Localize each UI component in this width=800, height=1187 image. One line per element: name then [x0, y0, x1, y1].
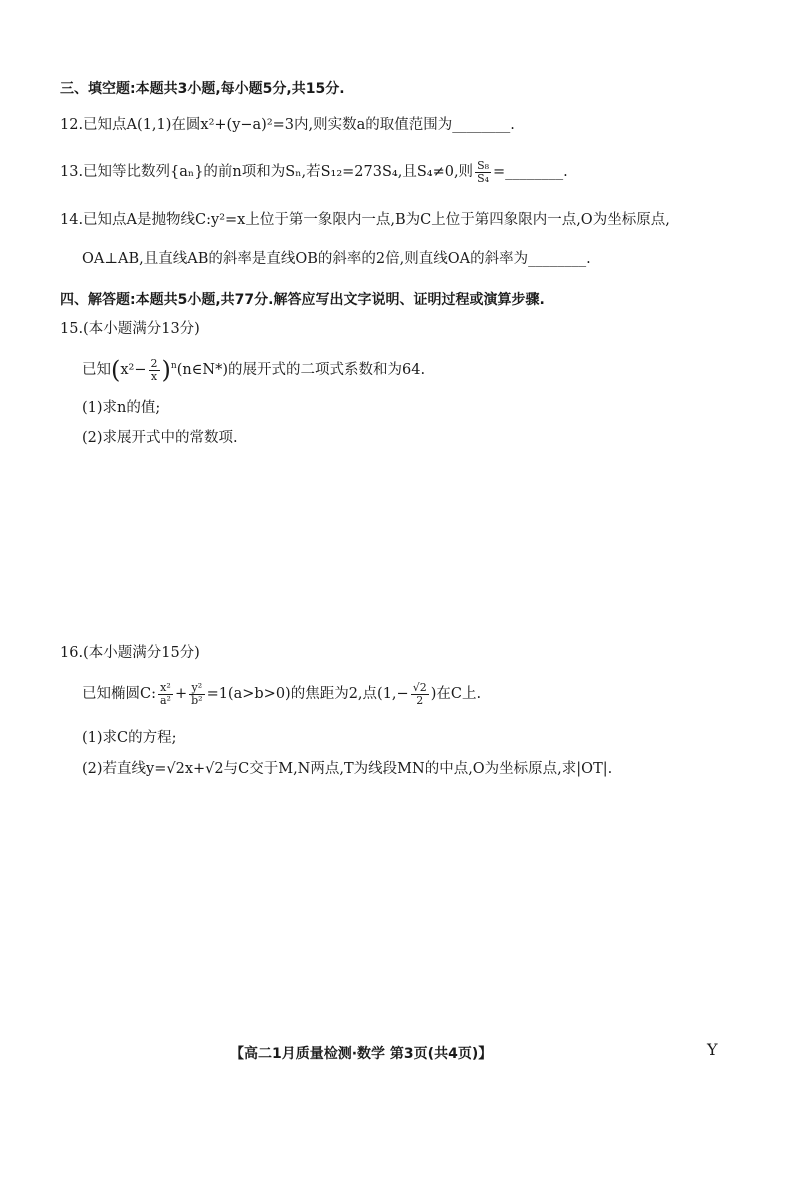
question-15-power: n [170, 361, 177, 372]
question-16-frac1-den: a² [159, 693, 171, 707]
question-16-fraction-x [158, 682, 173, 706]
question-16-part1: (1)求C的方程; [82, 730, 177, 746]
question-15-part2: (2)求展开式中的常数项. [82, 430, 238, 446]
question-14-line2: OA⊥AB,且直线AB的斜率是直线OB的斜率的2倍,则直线OA的斜率为________. [82, 251, 591, 267]
question-16-point-left: (1,− [377, 686, 409, 703]
question-16-point-fraction [411, 682, 429, 706]
question-16-point-frac-num: √2 [412, 681, 427, 694]
question-13-frac-den: S₄ [477, 171, 490, 185]
question-16-frac2-num: y² [189, 682, 204, 695]
question-16-stem-suffix: 在C上. [436, 686, 482, 703]
question-15-paren-right: ) [161, 356, 171, 385]
question-15-base-start: x²− [120, 362, 147, 379]
question-15-paren-left: ( [111, 356, 121, 385]
question-13-frac-num: S₈ [477, 159, 490, 172]
question-15-header: 15.(本小题满分13分) [60, 321, 200, 337]
question-13-suffix: =________. [493, 164, 568, 181]
section3-heading: 三、填空题:本题共3小题,每小题5分,共15分. [60, 81, 345, 97]
page-footer: 【高二1月质量检测·数学 第3页(共4页)】 [230, 1046, 493, 1062]
question-15-frac-num: 2 [150, 357, 158, 370]
question-16-stem-mid: =1(a>b>0)的焦距为2,点 [206, 686, 378, 703]
question-15-stem-suffix: (n∈N*)的展开式的二项式系数和为64. [176, 362, 426, 379]
question-16-plus: + [174, 686, 188, 703]
question-15-part1: (1)求n的值; [82, 400, 161, 416]
question-13 [60, 160, 568, 184]
question-16-stem-prefix: 已知椭圆C: [82, 686, 156, 703]
question-13-fraction [475, 160, 491, 184]
question-15-fraction [149, 358, 160, 382]
corner-mark: Y [707, 1040, 718, 1059]
question-16-stem [82, 682, 481, 706]
question-15-frac-den: x [150, 369, 158, 383]
question-14-line1: 14.已知点A是抛物线C:y²=x上位于第一象限内一点,B为C上位于第四象限内一点,O为坐标原点, [60, 212, 670, 228]
question-16-frac2-den: b² [191, 693, 203, 707]
question-12: 12.已知点A(1,1)在圆x²+(y−a)²=3内,则实数a的取值范围为________. [60, 117, 515, 133]
question-16-part2: (2)若直线y=√2x+√2与C交于M,N两点,T为线段MN的中点,O为坐标原点,求|OT|. [82, 761, 613, 777]
question-16-fraction-y [189, 682, 204, 706]
question-15-stem [82, 356, 426, 385]
question-16-frac1-num: x² [158, 682, 173, 695]
question-16-point-frac-den: 2 [416, 693, 424, 707]
question-15-stem-prefix: 已知 [82, 362, 111, 379]
question-16-header: 16.(本小题满分15分) [60, 645, 200, 661]
question-13-prefix: 13.已知等比数列{aₙ}的前n项和为Sₙ,若S₁₂=273S₄,且S₄≠0,则 [60, 164, 474, 181]
section4-heading: 四、解答题:本题共5小题,共77分.解答应写出文字说明、证明过程或演算步骤. [60, 292, 545, 308]
question-16-point-right: ) [430, 686, 437, 703]
